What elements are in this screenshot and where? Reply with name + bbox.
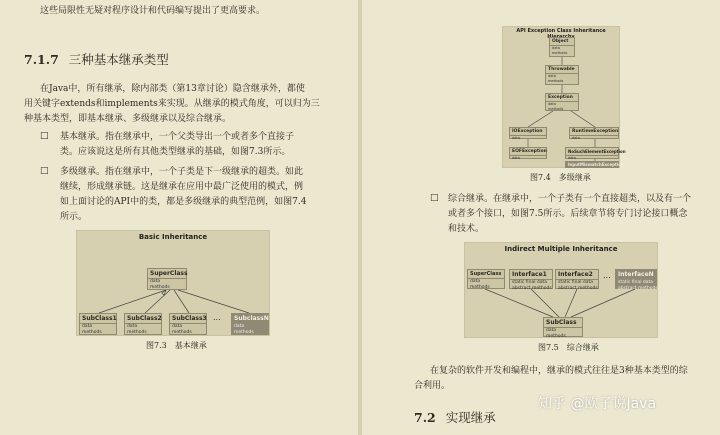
- subclass-box: SubClass3 data methods: [169, 313, 207, 335]
- paragraph-line: 用关键字extends和implements来实现。从继承的模式角度，可以归为三: [24, 99, 320, 109]
- subclass-box: SubClass data methods: [543, 317, 583, 337]
- bullet-square-icon: □: [430, 193, 439, 203]
- top-line: 这些局限性无疑对程序设计和代码编写提出了更高要求。: [40, 6, 266, 16]
- interface-box: Interface1 static final data abstract methods: [509, 269, 553, 289]
- bullet-line: 多级继承。指在继承中，一个子类是下一级继承的超类。如此: [60, 167, 304, 177]
- interface-box: InterfaceN static final data abstract methods: [615, 269, 657, 289]
- bullet-line: 继续，形成继承链。这是继承在应用中最广泛使用的模式，例: [60, 182, 304, 192]
- section-heading-7-1-7: [24, 50, 169, 68]
- bullet-line: 类。应该说这是所有其他类型继承的基础，如图7.3所示。: [60, 147, 291, 157]
- bullet-line: 所示。: [60, 212, 88, 222]
- exception-hierarchy-figure: [502, 26, 626, 168]
- exception-box: Exception data methods: [545, 93, 579, 111]
- section-number: 7.2: [414, 410, 436, 425]
- bullet-line: 和技术。: [448, 224, 485, 234]
- section-title: 实现继承: [445, 410, 496, 425]
- bullet-line: 综合继承。在继承中，一个子类有一个直接超类，以及有一个: [448, 194, 692, 204]
- ellipsis: ...: [603, 271, 611, 280]
- bullet-line: 或者多个接口，如图7.5所示。后续章节将专门讨论接口概念: [448, 209, 688, 219]
- indirect-multiple-inheritance-figure: [464, 242, 658, 338]
- figure-title: API Exception Class Inheritance: [516, 28, 606, 34]
- figure-caption: 图7.5 综合继承: [538, 343, 599, 352]
- subclass-box: SubClass2 data methods: [124, 313, 162, 335]
- figure-title: Basic Inheritance: [138, 233, 208, 241]
- figure-title: Indirect Multiple Inheritance: [504, 245, 618, 253]
- bullet-line: 如上面讨论的API中的类，都是多级继承的典型范例，如图7.4: [60, 197, 307, 207]
- section-heading-7-2: [414, 408, 496, 426]
- section-number: 7.1.7: [24, 52, 59, 67]
- ellipsis: ...: [213, 313, 221, 322]
- paragraph-line: 合利用。: [414, 381, 451, 391]
- right-page: [362, 0, 720, 435]
- superclass-box: SuperClass data methods: [147, 268, 187, 290]
- section-title: 三种基本继承类型: [68, 52, 169, 67]
- bullet-square-icon: □: [40, 166, 49, 176]
- paragraph-line: 在复杂的软件开发和编程中，继承的模式往往是3种基本类型的综: [430, 366, 688, 376]
- left-page: [0, 0, 358, 435]
- bullet-line: 基本继承。指在继承中，一个父类导出一个或者多个直接子: [60, 132, 295, 142]
- basic-inheritance-figure: [76, 230, 270, 336]
- interface-box: Interface2 static final data abstract methods: [555, 269, 599, 289]
- nosuchelementexception-box: NoSuchElementException data: [565, 147, 619, 159]
- throwable-box: Throwable data methods: [545, 65, 579, 85]
- figure-caption: 图7.4 多级继承: [530, 173, 591, 182]
- subclass-box: SubClass1 data methods: [79, 313, 117, 335]
- subclass-box: SubclassN data methods: [231, 313, 269, 335]
- inputmismatchexception-box: InputMismatchException: [565, 161, 619, 168]
- paragraph-line: 种基本类型，即基本继承、多级继承以及综合继承。: [24, 114, 232, 124]
- paragraph-line: 在Java中，所有继承，除内部类（第13章讨论）隐含继承外，都使: [40, 84, 305, 94]
- figure-caption: 图7.3 基本继承: [146, 341, 207, 350]
- runtimeexception-box: RuntimeException data: [569, 127, 619, 139]
- superclass-box: SuperClass data methods: [467, 269, 505, 289]
- bullet-square-icon: □: [40, 131, 49, 141]
- object-box: Object data methods: [549, 37, 575, 57]
- watermark: 知乎 @欧子说Java: [538, 396, 657, 412]
- ioexception-box: IOException data: [509, 127, 547, 139]
- eofexception-box: EOFException data: [509, 147, 547, 159]
